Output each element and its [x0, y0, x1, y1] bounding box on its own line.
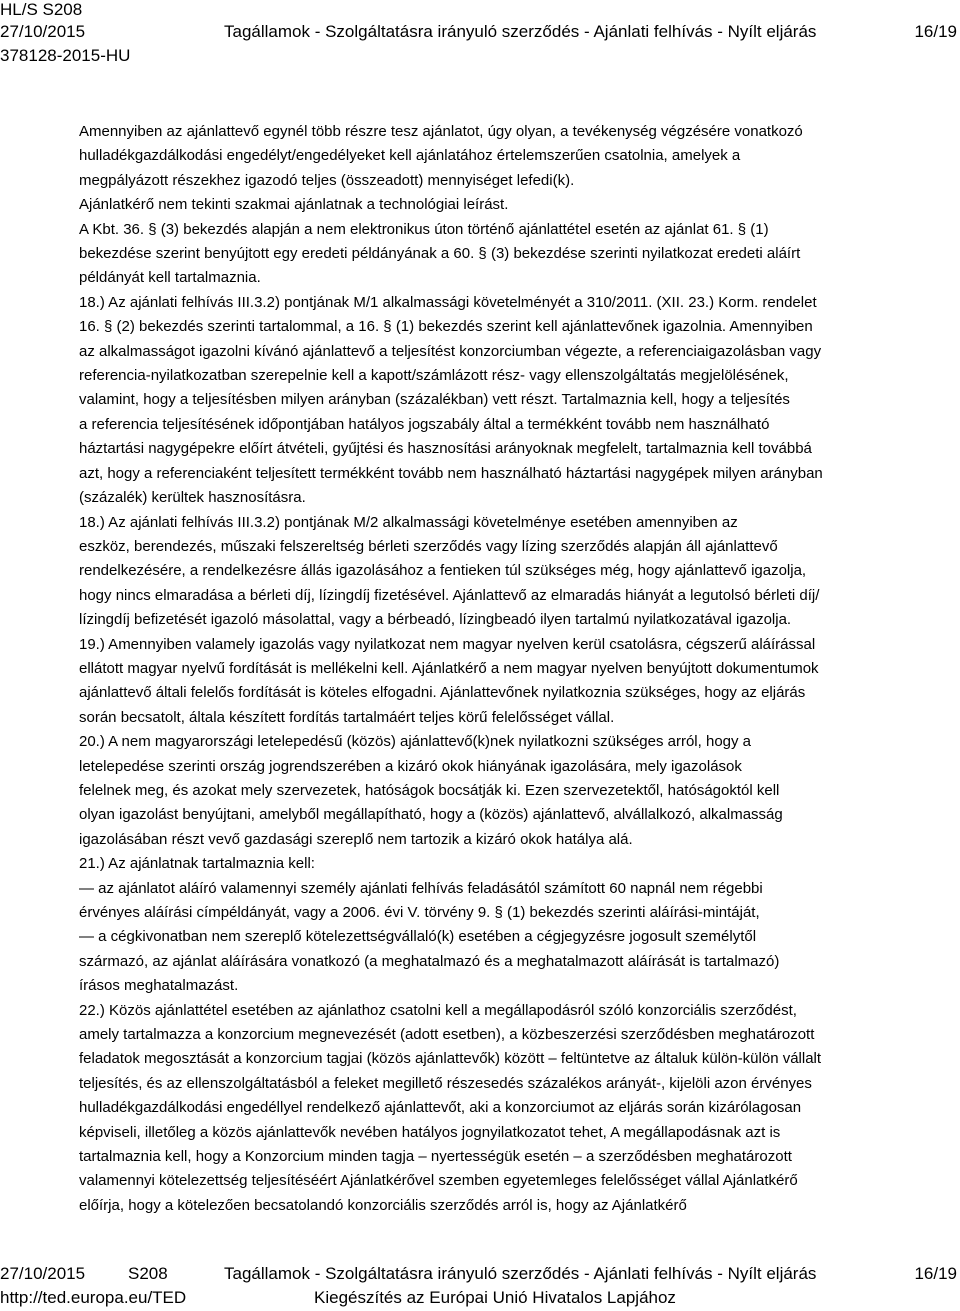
footer-url-link[interactable]: http://ted.europa.eu/TED [0, 1288, 187, 1307]
paragraph: A Kbt. 36. § (3) bekezdés alapján a nem elektronikus úton történő ajánlattétel esetén az ajánlat 61. § (1) bekezdése szerint benyújtott egy eredeti példányának a 60. § (3) bekezdése szerinti nyilatkozat eredeti aláírt példányát kell tartalmaznia. [79, 220, 801, 287]
document-body [79, 120, 954, 1218]
paragraph: 18.) Az ajánlati felhívás III.3.2) pontjának M/2 alkalmassági követelménye esetében amennyiben az eszköz, berendezés, műszaki felszereltség bérleti szerződés vagy lízing szerződés alapján áll ajánlattevő rendelkezésére, a rendelkezésre állás igazolásához a fentieken túl szükséges még, hogy ajánlattevő igazolja, hogy nincs elmaradása a bérleti díj, lízingdíj fizetésével. Ajánlattevő az elmaradás hiányát a legutolsó bérleti díj/ lízingdíj befizetését igazoló másolattal, vagy a bérbeadó, lízingbeadó ilyen tartalmú nyilatkozatával igazolja. [79, 513, 820, 629]
page-header [0, 0, 960, 70]
header-brand: HL/S S208 [0, 0, 83, 19]
footer-series: S208 [128, 1264, 168, 1283]
paragraph: 18.) Az ajánlati felhívás III.3.2) pontjának M/1 alkalmassági követelményét a 310/2011. (XII. 23.) Korm. rendelet 16. § (2) bekezdés szerinti tartalommal, a 16. § (1) bekezdés szerint kell ajánlattevőnek igazolnia. Amennyiben az alkalmasságot igazolni kívánó ajánlattevő a teljesítést konzorciumban végezte, a referenciaigazolásban vagy referencia-nyilatkozatban szerepelnie kell a kapott/számlázott rész- vagy ellenszolgáltatás megjelölésének, valamint, hogy a teljesítésben milyen arányban (százalékban) vett részt. Tartalmaznia kell, hogy a teljesítés a referencia teljesítésének időpontjában hatályos jogszabály által a termékként tovább nem használható háztartási nagygépekre előírt átvételi, gyűjtési és hasznosítási arányoknak megfelelt, tartalmaznia kell továbbá azt, hogy a referenciaként teljesített termékként tovább nem használható háztartási nagygépek milyen arányban (százalék) kerültek hasznosításra. [79, 293, 823, 507]
footer-title: Tagállamok - Szolgáltatásra irányuló szerződés - Ajánlati felhívás - Nyílt eljárás [224, 1264, 817, 1283]
paragraph: 22.) Közös ajánlattétel esetében az ajánlathoz csatolni kell a megállapodásról szóló konzorciális szerződést, amely tartalmazza a konzorcium megnevezését (adott esetben), a közbeszerzési szerződésben meghatározott feladatok megosztását a konzorcium tagjai (közös ajánlattevők) között – feltüntetve az általuk külön-külön vállalt teljesítés, és az ellenszolgáltatásból a feleket megillető részesedés százalékos arányát-, kijelöli azon érvényes hulladékgazdálkodási engedéllyel rendelkező ajánlattevőt, aki a konzorciumot az eljárás során kizárólagosan képviseli, illetőleg a közös ajánlattevők nevében hatályos jognyilatkozatot tehet, A megállapodásnak azt is tartalmaznia kell, hogy a Konzorcium minden tagja – nyertességük esetén – a szerződésben meghatározott valamennyi kötelezettség teljesítéséért Ajánlatkérővel szemben egyetemleges felelősséget vállal Ajánlatkérő előírja, hogy a kötelezően becsatolandó konzorciális szerződés arról is, hogy az Ajánlatkérő [79, 1001, 822, 1214]
paragraph: 19.) Amennyiben valamely igazolás vagy nyilatkozat nem magyar nyelven kerül csatolásra, cégszerű aláírással ellátott magyar nyelvű fordítását is mellékelni kell. Ajánlatkérő a nem magyar nyelven benyújtott dokumentumok ajánlattevő általi felelős fordítását is köteles elfogadni. Ajánlattevőnek nyilatkoznia szükséges, hogy az eljárás során becsatolt, általa készített fordítás tartalmáért teljes körű felelősséget vállal. [79, 635, 819, 726]
footer-date: 27/10/2015 [0, 1264, 86, 1283]
list-item: — az ajánlatot aláíró valamennyi személy ajánlati felhívás feladásától számított 60 napnál nem régebbi érvényes aláírási címpéldányát, vagy a 2006. évi V. törvény 9. § (1) bekezdés szerinti aláírási-mintáját, [79, 879, 763, 921]
paragraph: Amennyiben az ajánlattevő egynél több részre tesz ajánlatot, úgy olyan, a tevékenység végzésére vonatkozó hulladékgazdálkodási engedélyt/engedélyeket kell ajánlatához értelemszerűen csatolnia, amelyek a megpályázott részekhez igazodó teljes (összeadott) mennyiséget lefedi(k). [79, 123, 803, 189]
paragraph: 21.) Az ajánlatnak tartalmaznia kell: [79, 855, 315, 873]
header-notice-id: 378128-2015-HU [0, 46, 131, 65]
header-date: 27/10/2015 [0, 22, 86, 41]
paragraph: Ajánlatkérő nem tekinti szakmai ajánlatnak a technológiai leírást. [79, 196, 509, 214]
footer-publisher: Kiegészítés az Európai Unió Hivatalos Lapjához [314, 1288, 676, 1307]
footer-page-number: 16/19 [914, 1264, 957, 1283]
page-footer [0, 1264, 960, 1311]
paragraph: 20.) A nem magyarországi letelepedésű (közös) ajánlattevő(k)nek nyilatkozni szükséges arról, hogy a letelepedése szerinti ország jogrendszerében a kizáró okok hiányának igazolására, mely igazolások felelnek meg, és azokat mely szervezetek, hatóságok bocsátják ki. Ezen szervezetektől, hatóságoktól kell olyan igazolást benyújtani, amelyből megállapítható, hogy a (közös) ajánlattevő, alvállalkozó, alkalmasság igazolásában részt vevő gazdasági szereplő nem tartozik a kizáró okok hatálya alá. [79, 733, 783, 848]
header-title: Tagállamok - Szolgáltatásra irányuló szerződés - Ajánlati felhívás - Nyílt eljárás [224, 22, 817, 41]
list-item: — a cégkivonatban nem szereplő kötelezettségvállaló(k) esetében a cégjegyzésre jogosult személytől származó, az ajánlat aláírására vonatkozó (a meghatalmazó és a meghatalmazott aláírását is tartalmazó) írásos meghatalmazást. [79, 928, 780, 995]
header-page-number: 16/19 [914, 22, 957, 41]
